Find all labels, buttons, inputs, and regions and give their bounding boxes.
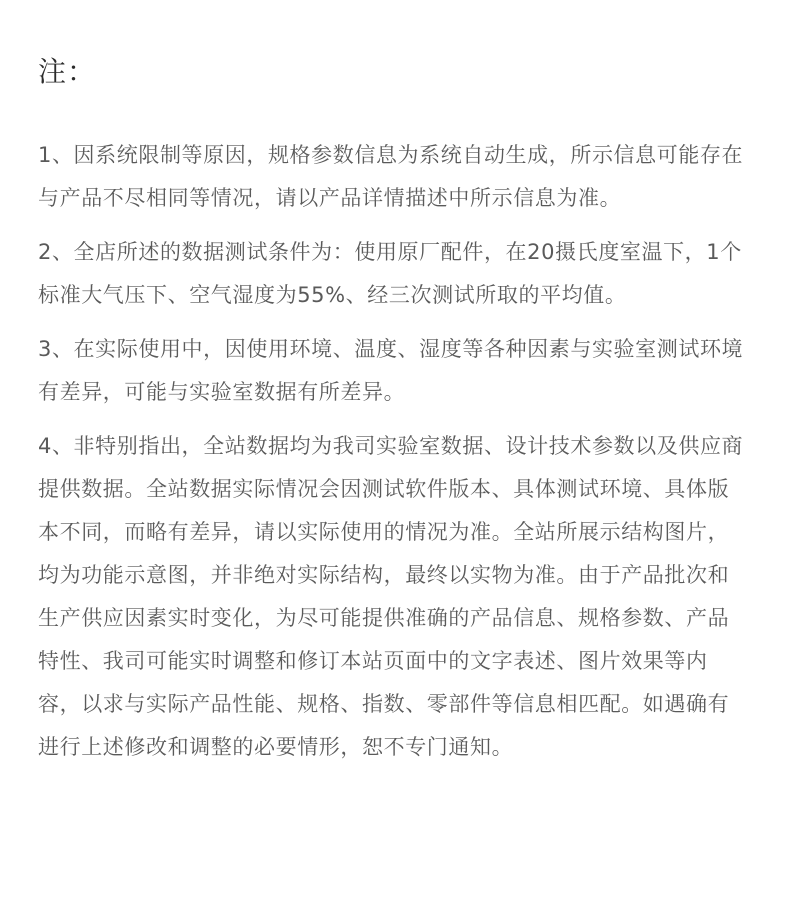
page-title: 注： — [38, 55, 97, 88]
note-item-2: 2、全店所述的数据测试条件为：使用原厂配件，在20摄氏度室温下，1个标准大气压下、空气湿度为55%、经三次测试所取的平均值。 — [38, 240, 742, 307]
note-item-1: 1、因系统限制等原因，规格参数信息为系统自动生成，所示信息可能存在与产品不尽相同等情况，请以产品详情描述中所示信息为准。 — [38, 143, 744, 210]
note-item-3: 3、在实际使用中，因使用环境、温度、湿度等各种因素与实验室测试环境有差异，可能与实验室数据有所差异。 — [38, 337, 744, 404]
notes-list — [38, 134, 756, 769]
note-item-4: 4、非特别指出，全站数据均为我司实验室数据、设计技术参数以及供应商提供数据。全站数据实际情况会因测试软件版本、具体测试环境、具体版本不同，而略有差异，请以实际使用的情况为准。全站所展示结构图片，均为功能示意图，并非绝对实际结构，最终以实物为准。由于产品批次和生产供应因素实时变化，为尽可能提供准确的产品信息、规格参数、产品特性、我司可能实时调整和修订本站页面中的文字表述、图片效果等内容，以求与实际产品性能、规格、指数、零部件等信息相匹配。如遇确有进行上述修改和调整的必要情形，恕不专门通知。 — [38, 434, 744, 759]
